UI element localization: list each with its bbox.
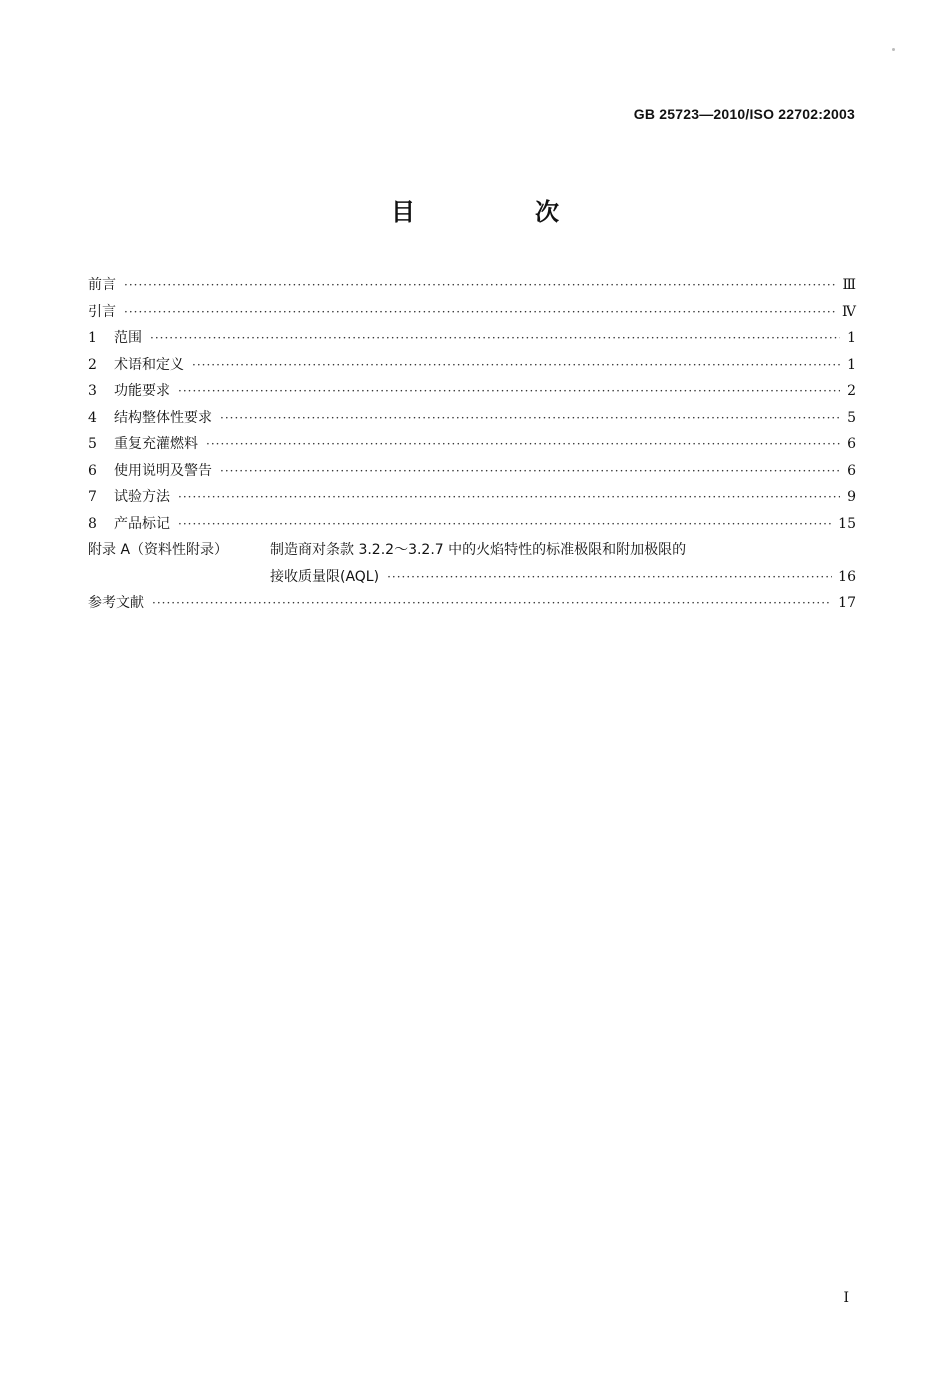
toc-entry-label: 前言 — [88, 277, 116, 293]
table-of-contents — [88, 274, 856, 619]
toc-entry-page: 16 — [838, 568, 856, 585]
scan-speck — [892, 48, 895, 51]
dot-leader — [206, 437, 840, 451]
dot-leader — [124, 305, 836, 319]
toc-entry-number: 6 — [88, 462, 97, 479]
toc-entry-annex-a[interactable] — [88, 539, 856, 566]
toc-entry-page: 6 — [847, 436, 856, 452]
toc-entry-label: 结构整体性要求 — [114, 409, 212, 426]
toc-entry-label: 参考文献 — [88, 595, 144, 611]
dot-leader — [178, 517, 832, 531]
toc-entry-page: 17 — [838, 595, 856, 611]
dot-leader — [178, 490, 840, 504]
toc-entry-instructions-warnings[interactable] — [88, 460, 856, 487]
annex-title-line2: 接收质量限(AQL) — [270, 568, 380, 585]
toc-entry-introduction[interactable] — [88, 301, 856, 328]
toc-entry-page: 15 — [838, 515, 856, 532]
toc-entry-number: 7 — [88, 489, 97, 505]
toc-entry-foreword[interactable] — [88, 274, 856, 301]
toc-entry-number: 1 — [88, 330, 97, 346]
toc-entry-bibliography[interactable] — [88, 592, 856, 619]
toc-entry-page: 6 — [847, 462, 856, 479]
toc-entry-label: 范围 — [114, 330, 142, 346]
toc-entry-annex-a-continued[interactable] — [88, 566, 856, 593]
toc-entry-product-marking[interactable] — [88, 513, 856, 540]
toc-entry-functional-requirements[interactable] — [88, 380, 856, 407]
toc-entry-number: 3 — [88, 383, 97, 399]
toc-entry-label: 使用说明及警告 — [114, 462, 212, 479]
toc-entry-page: 5 — [847, 409, 856, 426]
dot-leader — [220, 464, 840, 478]
toc-entry-label: 术语和定义 — [114, 356, 184, 373]
toc-entry-label: 试验方法 — [114, 489, 170, 505]
page-title: 目 次 — [391, 198, 607, 226]
dot-leader — [192, 358, 840, 372]
dot-leader — [150, 331, 840, 345]
toc-entry-number: 5 — [88, 436, 97, 452]
toc-entry-label: 产品标记 — [114, 515, 170, 532]
page-number: I — [843, 1290, 849, 1306]
dot-leader — [387, 570, 832, 584]
dot-leader — [152, 596, 832, 610]
toc-entry-page: Ⅲ — [842, 277, 856, 293]
toc-entry-number: 8 — [88, 515, 97, 532]
toc-entry-number: 2 — [88, 356, 97, 373]
toc-entry-scope[interactable] — [88, 327, 856, 354]
toc-entry-structural-integrity[interactable] — [88, 407, 856, 434]
toc-entry-test-methods[interactable] — [88, 486, 856, 513]
annex-title-line1: 制造商对条款 3.2.2～3.2.7 中的火焰特性的标准极限和附加极限的 — [270, 542, 687, 558]
standard-code: GB 25723—2010/ISO 22702:2003 — [633, 106, 855, 122]
annex-prefix: 附录 A（资料性附录） — [88, 542, 229, 558]
dot-leader — [220, 411, 840, 425]
toc-entry-label: 引言 — [88, 303, 116, 320]
toc-entry-refilling[interactable] — [88, 433, 856, 460]
toc-entry-label: 功能要求 — [114, 383, 170, 399]
toc-entry-number: 4 — [88, 409, 97, 426]
toc-entry-page: Ⅳ — [842, 303, 856, 320]
dot-leader — [178, 384, 840, 398]
toc-entry-page: 1 — [847, 356, 856, 373]
dot-leader — [124, 278, 836, 292]
toc-entry-page: 9 — [847, 489, 856, 505]
toc-entry-page: 1 — [847, 330, 856, 346]
toc-entry-terms[interactable] — [88, 354, 856, 381]
toc-entry-page: 2 — [847, 383, 856, 399]
toc-entry-label: 重复充灌燃料 — [114, 436, 198, 452]
